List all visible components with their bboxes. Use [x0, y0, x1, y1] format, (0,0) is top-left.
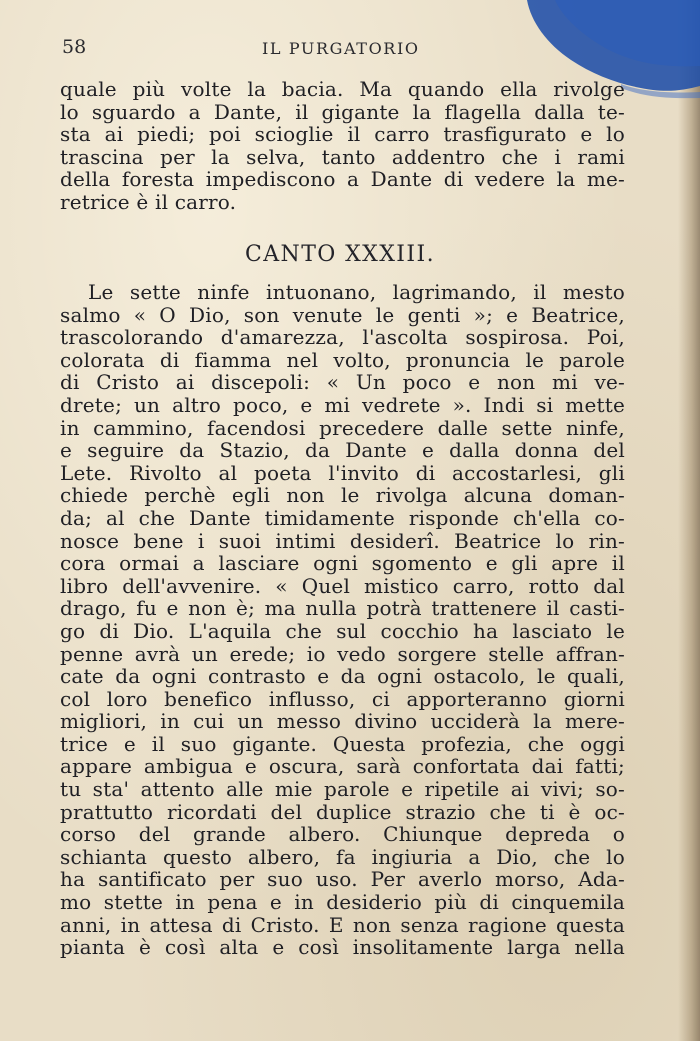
canto-summary-paragraph	[60, 281, 625, 959]
text-line: tu sta' attento alle mie parole e ripetile ai vivi; so-	[60, 777, 625, 802]
text-line: corso del grande albero. Chiunque depreda o	[60, 822, 625, 847]
text-line: col loro benefico influsso, ci apporteranno giorni	[60, 686, 625, 711]
text-line: chiede perchè egli non le rivolga alcuna doman-	[60, 483, 625, 508]
canto-heading: CANTO XXXIII.	[245, 242, 435, 267]
text-line: da; al che Dante timidamente risponde ch'ella co-	[60, 505, 625, 530]
page-number: 58	[62, 36, 87, 58]
text-line: pianta è così alta e così insolitamente larga nella	[60, 935, 625, 960]
text-line: quale più volte la bacia. Ma quando ella rivolge	[60, 77, 625, 101]
text-line: trascolorando d'amarezza, l'ascolta sospirosa. Poi,	[60, 325, 625, 350]
text-line: retrice è il carro.	[60, 189, 237, 214]
text-line: sta ai piedi; poi scioglie il carro trasfigurato e lo	[60, 122, 625, 147]
text-line: salmo « O Dio, son venute le genti »; e Beatrice,	[60, 302, 625, 327]
page-edge-shadow	[678, 0, 700, 1041]
text-line: della foresta impediscono a Dante di vedere la me-	[60, 167, 625, 192]
text-line: appare ambigua e oscura, sarà confortata dai fatti;	[60, 754, 625, 779]
text-line: go di Dio. L'aquila che sul cocchio ha lasciato le	[60, 618, 625, 643]
text-line: trice e il suo gigante. Questa profezia, che oggi	[60, 731, 625, 756]
text-line: mo stette in pena e in desiderio più di cinquemila	[60, 890, 625, 915]
text-line: ha santificato per suo uso. Per averlo morso, Ada-	[60, 867, 625, 892]
text-line: prattutto ricordati del duplice strazio che ti è oc-	[60, 799, 625, 824]
text-line: trascina per la selva, tanto addentro che i rami	[60, 144, 625, 169]
text-line: penne avrà un erede; io vedo sorgere stelle affran-	[60, 641, 625, 666]
text-line: cate da ogni contrasto e da ogni ostacolo, le quali,	[60, 664, 625, 689]
text-line: anni, in attesa di Cristo. E non senza ragione questa	[60, 912, 625, 937]
text-line: e seguire da Stazio, da Dante e dalla donna del	[60, 438, 625, 463]
text-line: in cammino, facendosi precedere dalle sette ninfe,	[60, 415, 625, 440]
page-header	[62, 36, 622, 60]
text-line: colorata di fiamma nel volto, pronuncia le parole	[60, 347, 625, 372]
text-line: Lete. Rivolto al poeta l'invito di accostarlesi, gli	[60, 460, 625, 485]
text-line: schianta questo albero, fa ingiuria a Dio, che lo	[60, 844, 625, 869]
text-line: migliori, in cui un messo divino ucciderà la mere-	[60, 709, 625, 734]
text-line: libro dell'avvenire. « Quel mistico carro, rotto dal	[60, 573, 625, 598]
text-line: Le sette ninfe intuonano, lagrimando, il mesto	[88, 280, 625, 304]
text-line: cora ormai a lasciare ogni sgomento e gli apre il	[60, 551, 625, 576]
running-head: IL PURGATORIO	[262, 39, 420, 58]
text-line: lo sguardo a Dante, il gigante la flagella dalla te-	[60, 99, 625, 124]
text-line: drago, fu e non è; ma nulla potrà trattenere il casti-	[60, 596, 625, 621]
text-line: di Cristo ai discepoli: « Un poco e non mi ve-	[60, 370, 625, 395]
text-line: drete; un altro poco, e mi vedrete ». Indi si mette	[60, 392, 625, 417]
intro-paragraph	[60, 78, 625, 214]
text-line: nosce bene i suoi intimi desiderî. Beatrice lo rin-	[60, 528, 625, 553]
